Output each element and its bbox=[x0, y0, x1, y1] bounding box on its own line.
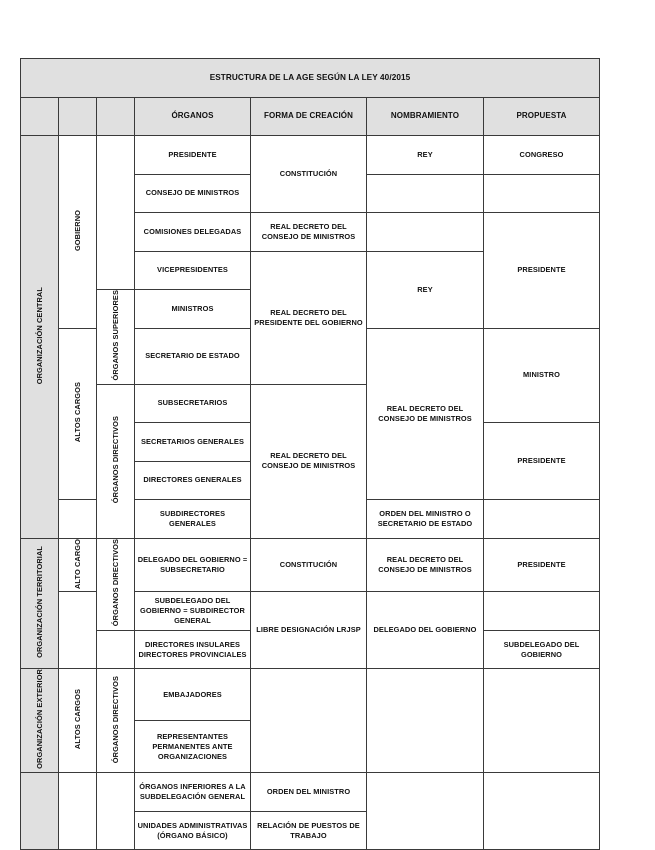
forma-cell bbox=[251, 669, 367, 773]
nombramiento-cell: ORDEN DEL MINISTRO O SECRETARIO DE ESTADO bbox=[367, 500, 484, 539]
organo-cell: SUBDELEGADO DEL GOBIERNO = SUBDIRECTOR GENERAL bbox=[135, 592, 251, 631]
section-exterior: ORGANIZACIÓN EXTERIOR bbox=[21, 669, 59, 773]
nombramiento-cell: REY bbox=[367, 251, 484, 328]
header-row bbox=[21, 97, 600, 136]
forma-cell: CONSTITUCIÓN bbox=[251, 136, 367, 213]
nombramiento-cell bbox=[367, 174, 484, 213]
group-empty-cell bbox=[97, 630, 135, 669]
age-structure-table bbox=[20, 58, 600, 850]
table-row bbox=[21, 773, 600, 812]
nombramiento-cell: REAL DECRETO DEL CONSEJO DE MINISTROS bbox=[367, 328, 484, 500]
group-gobierno: GOBIERNO bbox=[59, 136, 97, 329]
nombramiento-cell: REAL DECRETO DEL CONSEJO DE MINISTROS bbox=[367, 538, 484, 592]
organo-cell: MINISTROS bbox=[135, 290, 251, 329]
table-row bbox=[21, 136, 600, 175]
header-empty-cell bbox=[59, 97, 97, 136]
organo-cell: PRESIDENTE bbox=[135, 136, 251, 175]
propuesta-cell: PRESIDENTE bbox=[484, 538, 600, 592]
group-organos-directivos: ÓRGANOS DIRECTIVOS bbox=[97, 384, 135, 538]
header-propuesta: PROPUESTA bbox=[484, 97, 600, 136]
header-nombramiento: NOMBRAMIENTO bbox=[367, 97, 484, 136]
group-organos-directivos-terr: ÓRGANOS DIRECTIVOS bbox=[97, 538, 135, 630]
header-empty-cell bbox=[21, 97, 59, 136]
group-empty-cell bbox=[59, 500, 97, 539]
organo-cell: SECRETARIOS GENERALES bbox=[135, 423, 251, 462]
forma-cell: REAL DECRETO DEL CONSEJO DE MINISTROS bbox=[251, 384, 367, 538]
group-empty-cell bbox=[59, 773, 97, 850]
table-row bbox=[21, 669, 600, 721]
nombramiento-cell: REY bbox=[367, 136, 484, 175]
section-territorial: ORGANIZACIÓN TERRITORIAL bbox=[21, 538, 59, 669]
organo-cell: COMISIONES DELEGADAS bbox=[135, 213, 251, 252]
organo-cell: VICEPRESIDENTES bbox=[135, 251, 251, 290]
forma-cell: REAL DECRETO DEL PRESIDENTE DEL GOBIERNO bbox=[251, 251, 367, 384]
propuesta-cell bbox=[484, 592, 600, 631]
organo-cell: SUBDIRECTORES GENERALES bbox=[135, 500, 251, 539]
section-central: ORGANIZACIÓN CENTRAL bbox=[21, 136, 59, 539]
organo-cell: DELEGADO DEL GOBIERNO = SUBSECRETARIO bbox=[135, 538, 251, 592]
group-empty-cell bbox=[97, 136, 135, 290]
organo-cell: DIRECTORES GENERALES bbox=[135, 461, 251, 500]
group-organos-superiores: ÓRGANOS SUPERIORES bbox=[97, 290, 135, 385]
propuesta-cell bbox=[484, 500, 600, 539]
forma-cell: REAL DECRETO DEL CONSEJO DE MINISTROS bbox=[251, 213, 367, 252]
group-empty-cell bbox=[97, 773, 135, 850]
nombramiento-cell bbox=[367, 213, 484, 252]
nombramiento-cell bbox=[367, 669, 484, 773]
organo-cell: ÓRGANOS INFERIORES A LA SUBDELEGACIÓN GENERAL bbox=[135, 773, 251, 812]
nombramiento-cell: DELEGADO DEL GOBIERNO bbox=[367, 592, 484, 669]
organo-cell: SUBSECRETARIOS bbox=[135, 384, 251, 423]
title-row bbox=[21, 59, 600, 98]
group-altos-cargos: ALTOS CARGOS bbox=[59, 328, 97, 500]
group-alto-cargo: ALTO CARGO bbox=[59, 538, 97, 592]
organo-cell: DIRECTORES INSULARES DIRECTORES PROVINCIALES bbox=[135, 630, 251, 669]
table-row bbox=[21, 538, 600, 592]
propuesta-cell: PRESIDENTE bbox=[484, 423, 600, 500]
header-empty-cell bbox=[97, 97, 135, 136]
header-organos: ÓRGANOS bbox=[135, 97, 251, 136]
propuesta-cell bbox=[484, 773, 600, 850]
propuesta-cell: MINISTRO bbox=[484, 328, 600, 423]
header-forma-creacion: FORMA DE CREACIÓN bbox=[251, 97, 367, 136]
group-altos-cargos-ext: ALTOS CARGOS bbox=[59, 669, 97, 773]
section-empty-cell bbox=[21, 773, 59, 850]
forma-cell: CONSTITUCIÓN bbox=[251, 538, 367, 592]
organo-cell: CONSEJO DE MINISTROS bbox=[135, 174, 251, 213]
organo-cell: EMBAJADORES bbox=[135, 669, 251, 721]
organo-cell: UNIDADES ADMINISTRATIVAS (ÓRGANO BÁSICO) bbox=[135, 811, 251, 850]
forma-cell: ORDEN DEL MINISTRO bbox=[251, 773, 367, 812]
forma-cell: LIBRE DESIGNACIÓN LRJSP bbox=[251, 592, 367, 669]
propuesta-cell bbox=[484, 669, 600, 773]
table-title: ESTRUCTURA DE LA AGE SEGÚN LA LEY 40/2015 bbox=[21, 59, 600, 98]
propuesta-cell: CONGRESO bbox=[484, 136, 600, 175]
group-empty-cell bbox=[59, 592, 97, 669]
organo-cell: REPRESENTANTES PERMANENTES ANTE ORGANIZACIONES bbox=[135, 721, 251, 773]
propuesta-cell bbox=[484, 174, 600, 213]
propuesta-cell: PRESIDENTE bbox=[484, 213, 600, 329]
nombramiento-cell bbox=[367, 773, 484, 850]
group-organos-directivos-ext: ÓRGANOS DIRECTIVOS bbox=[97, 669, 135, 773]
forma-cell: RELACIÓN DE PUESTOS DE TRABAJO bbox=[251, 811, 367, 850]
organo-cell: SECRETARIO DE ESTADO bbox=[135, 328, 251, 384]
propuesta-cell: SUBDELEGADO DEL GOBIERNO bbox=[484, 630, 600, 669]
